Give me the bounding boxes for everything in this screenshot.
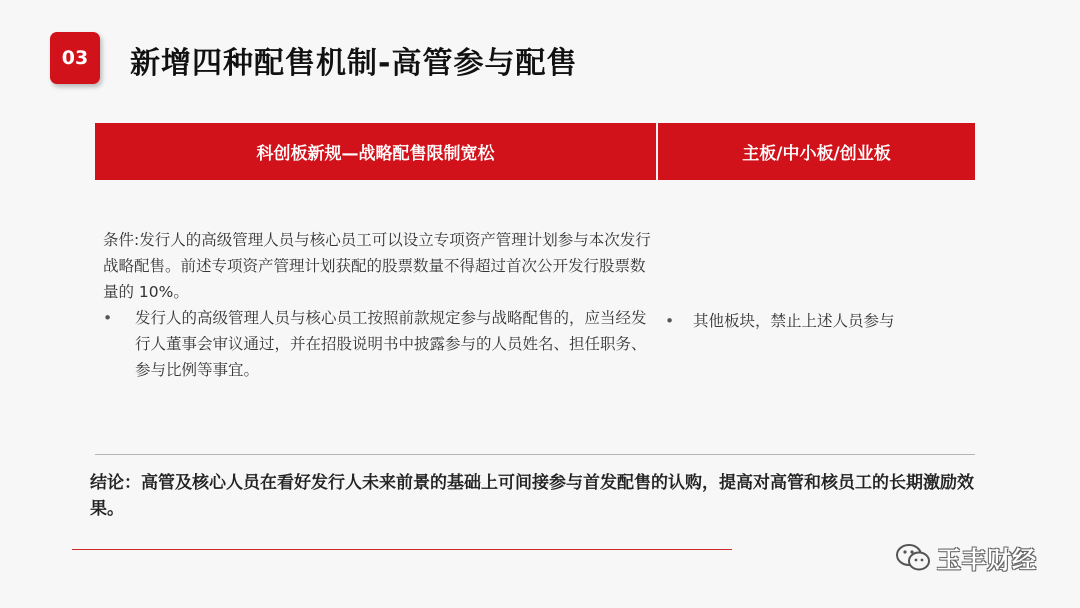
- wechat-icon: [895, 543, 931, 573]
- page-title: 新增四种配售机制-高管参与配售: [130, 46, 578, 81]
- right-column-header: 主板/中小板/创业板: [658, 123, 975, 180]
- comparison-table-header: [95, 123, 975, 180]
- list-item: [103, 305, 653, 383]
- right-bullet-text: 其他板块，禁止上述人员参与: [693, 312, 895, 330]
- bottom-divider: [72, 549, 732, 550]
- conclusion-text: 结论：高管及核心人员在看好发行人未来前景的基础上可间接参与首发配售的认购，提高对高管和核员工的长期激励效果。: [90, 473, 974, 519]
- bullet-icon: •: [665, 312, 675, 330]
- watermark: [895, 540, 1037, 575]
- divider: [95, 454, 975, 455]
- condition-text: 条件:发行人的高级管理人员与核心员工可以设立专项资产管理计划参与本次发行战略配售。前述专项资产管理计划获配的股票数量不得超过首次公开发行股票数量的 10%。: [103, 231, 651, 301]
- left-column-header: 科创板新规—战略配售限制宽松: [95, 123, 658, 180]
- watermark-text: 玉丰财经: [937, 546, 1037, 574]
- right-column-content: [663, 308, 963, 334]
- section-number-badge: 03: [50, 32, 100, 84]
- bullet-icon: •: [103, 309, 113, 327]
- left-bullet-text: 发行人的高级管理人员与核心员工按照前款规定参与战略配售的，应当经发行人董事会审议通过，并在招股说明书中披露参与的人员姓名、担任职务、参与比例等事宜。: [135, 309, 647, 379]
- left-column-content: [103, 227, 653, 383]
